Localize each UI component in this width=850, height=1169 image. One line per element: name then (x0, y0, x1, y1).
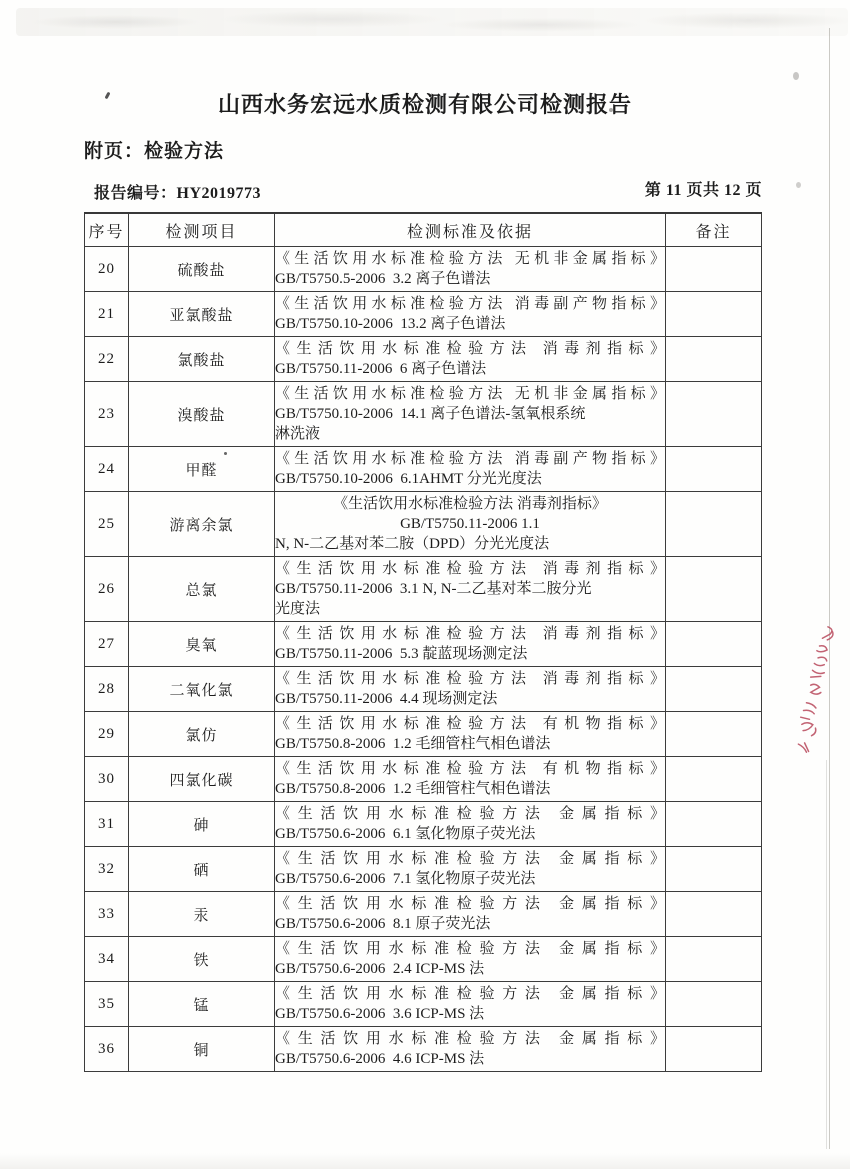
standard-line: GB/T5750.10-2006 13.2 离子色谱法 (275, 316, 506, 332)
table-row (85, 712, 762, 757)
cell-standard (275, 892, 666, 937)
standard-line: GB/T5750.8-2006 1.2 毛细管柱气相色谱法 (275, 736, 551, 752)
cell-standard (275, 292, 666, 337)
standard-line: 《生活饮用水标准检验方法 消毒剂指标》 (275, 341, 665, 357)
handwritten-red-ink-annotation (796, 620, 838, 762)
table-row (85, 337, 762, 382)
header-item: 检测项目 (129, 213, 275, 247)
cell-standard (275, 247, 666, 292)
cell-remark (666, 712, 762, 757)
standard-line: 《生活饮用水标准检验方法 金属指标》 (275, 1031, 665, 1047)
cell-item: 铁 (129, 937, 275, 982)
table-row (85, 1027, 762, 1072)
standard-line: 光度法 (275, 601, 321, 617)
standard-line: 《生活饮用水标准检验方法 无机非金属指标》 (275, 386, 665, 402)
cell-remark (666, 802, 762, 847)
cell-item: 亚氯酸盐 (129, 292, 275, 337)
section-label: 附页：检验方法 (84, 141, 225, 162)
standard-line: 《生活饮用水标准检验方法 消毒副产物指标》 (275, 296, 665, 312)
cell-no: 33 (85, 892, 129, 937)
standard-line: GB/T5750.6-2006 8.1 原子荧光法 (275, 916, 491, 932)
cell-standard (275, 557, 666, 622)
standard-line: GB/T5750.6-2006 3.6 ICP-MS 法 (275, 1006, 485, 1022)
standard-line: GB/T5750.6-2006 7.1 氢化物原子荧光法 (275, 871, 536, 887)
standard-line: 《生活饮用水标准检验方法 无机非金属指标》 (275, 251, 665, 267)
cell-standard (275, 622, 666, 667)
cell-remark (666, 847, 762, 892)
header-no: 序号 (85, 213, 129, 247)
table-row (85, 892, 762, 937)
table-row (85, 802, 762, 847)
standard-line: GB/T5750.11-2006 4.4 现场测定法 (275, 691, 498, 707)
table-row (85, 667, 762, 712)
standard-line: 《生活饮用水标准检验方法 金属指标》 (275, 941, 665, 957)
scan-page-edge-line (826, 760, 827, 1149)
cell-standard (275, 802, 666, 847)
cell-remark (666, 622, 762, 667)
standard-line: GB/T5750.10-2006 14.1 离子色谱法-氢氧根系统 (275, 406, 586, 422)
cell-item: 锰 (129, 982, 275, 1027)
header-remark: 备注 (666, 213, 762, 247)
standard-line: 《生活饮用水标准检验方法 消毒剂指标》 (275, 561, 665, 577)
standard-line: GB/T5750.11-2006 3.1 N, N-二乙基对苯二胺分光 (275, 581, 592, 597)
cell-no: 35 (85, 982, 129, 1027)
table-row (85, 247, 762, 292)
cell-standard (275, 937, 666, 982)
table-row (85, 622, 762, 667)
cell-remark (666, 247, 762, 292)
cell-no: 20 (85, 247, 129, 292)
cell-no: 26 (85, 557, 129, 622)
cell-item: 铜 (129, 1027, 275, 1072)
cell-item: 甲醛 (129, 447, 275, 492)
cell-standard (275, 1027, 666, 1072)
cell-remark (666, 1027, 762, 1072)
cell-standard (275, 847, 666, 892)
standard-line: GB/T5750.11-2006 1.1 (400, 516, 540, 532)
page-indicator: 第 11 页共 12 页 (644, 182, 762, 199)
cell-item: 汞 (129, 892, 275, 937)
cell-no: 25 (85, 492, 129, 557)
table-row (85, 447, 762, 492)
cell-no: 34 (85, 937, 129, 982)
standard-line: 《生活饮用水标准检验方法 消毒剂指标》 (275, 671, 665, 687)
cell-standard (275, 757, 666, 802)
cell-remark (666, 557, 762, 622)
cell-no: 32 (85, 847, 129, 892)
standard-line: 《生活饮用水标准检验方法 消毒剂指标》 (275, 626, 665, 642)
standard-line: 《生活饮用水标准检验方法 金属指标》 (275, 896, 665, 912)
standard-line: GB/T5750.6-2006 4.6 ICP-MS 法 (275, 1051, 485, 1067)
scan-speck (796, 182, 801, 188)
table-header-row (85, 213, 762, 247)
header-standard: 检测标准及依据 (275, 213, 666, 247)
standard-line: 《生活饮用水标准检验方法 金属指标》 (275, 806, 665, 822)
cell-item: 氯酸盐 (129, 337, 275, 382)
cell-standard (275, 337, 666, 382)
standard-line: 《生活饮用水标准检验方法 金属指标》 (275, 851, 665, 867)
table-row (85, 847, 762, 892)
cell-item: 砷 (129, 802, 275, 847)
cell-item: 臭氧 (129, 622, 275, 667)
cell-no: 22 (85, 337, 129, 382)
cell-remark (666, 757, 762, 802)
cell-remark (666, 447, 762, 492)
cell-standard (275, 447, 666, 492)
standard-line: GB/T5750.11-2006 6 离子色谱法 (275, 361, 487, 377)
cell-item: 二氧化氯 (129, 667, 275, 712)
table-row (85, 492, 762, 557)
cell-item: 四氯化碳 (129, 757, 275, 802)
cell-no: 29 (85, 712, 129, 757)
cell-remark (666, 337, 762, 382)
standard-line: GB/T5750.11-2006 5.3 靛蓝现场测定法 (275, 646, 528, 662)
cell-remark (666, 382, 762, 447)
methods-table-body (85, 247, 762, 1072)
standard-line: GB/T5750.6-2006 6.1 氢化物原子荧光法 (275, 826, 536, 842)
cell-no: 36 (85, 1027, 129, 1072)
cell-item: 硒 (129, 847, 275, 892)
scan-artifact-bottom-band (0, 1153, 850, 1169)
cell-item: 游离余氯 (129, 492, 275, 557)
cell-remark (666, 667, 762, 712)
cell-remark (666, 892, 762, 937)
cell-item: 总氯 (129, 557, 275, 622)
cell-item: 氯仿 (129, 712, 275, 757)
standard-line: GB/T5750.6-2006 2.4 ICP-MS 法 (275, 961, 485, 977)
table-row (85, 757, 762, 802)
report-number: 报告编号：HY2019773 (94, 185, 262, 202)
standard-line: GB/T5750.10-2006 6.1AHMT 分光光度法 (275, 471, 542, 487)
cell-no: 30 (85, 757, 129, 802)
cell-no: 21 (85, 292, 129, 337)
cell-remark (666, 492, 762, 557)
table-row (85, 292, 762, 337)
standard-line: 《生活饮用水标准检验方法 金属指标》 (275, 986, 665, 1002)
cell-no: 24 (85, 447, 129, 492)
methods-table (84, 212, 762, 1072)
standard-line: 《生活饮用水标准检验方法 有机物指标》 (275, 716, 665, 732)
scan-artifact-top-band (16, 8, 848, 36)
cell-remark (666, 292, 762, 337)
cell-no: 27 (85, 622, 129, 667)
cell-standard (275, 982, 666, 1027)
table-row (85, 982, 762, 1027)
page-title: 山西水务宏远水质检测有限公司检测报告 (217, 92, 632, 117)
cell-remark (666, 982, 762, 1027)
standard-line: GB/T5750.8-2006 1.2 毛细管柱气相色谱法 (275, 781, 551, 797)
cell-standard (275, 382, 666, 447)
standard-line: N, N-二乙基对苯二胺（DPD）分光光度法 (275, 536, 550, 552)
standard-line: 《生活饮用水标准检验方法 消毒副产物指标》 (275, 451, 665, 467)
standard-line: 《生活饮用水标准检验方法 有机物指标》 (275, 761, 665, 777)
scan-speck (793, 72, 799, 80)
table-row (85, 382, 762, 447)
cell-standard (275, 667, 666, 712)
cell-standard (275, 492, 666, 557)
scan-page-edge-line (829, 28, 830, 1149)
standard-line: 《生活饮用水标准检验方法 消毒剂指标》 (333, 496, 607, 512)
cell-standard (275, 712, 666, 757)
cell-no: 23 (85, 382, 129, 447)
cell-no: 28 (85, 667, 129, 712)
cell-remark (666, 937, 762, 982)
standard-line: 淋洗液 (275, 426, 321, 442)
standard-line: GB/T5750.5-2006 3.2 离子色谱法 (275, 271, 491, 287)
cell-item: 硫酸盐 (129, 247, 275, 292)
cell-item: 溴酸盐 (129, 382, 275, 447)
cell-no: 31 (85, 802, 129, 847)
table-row (85, 937, 762, 982)
table-row (85, 557, 762, 622)
